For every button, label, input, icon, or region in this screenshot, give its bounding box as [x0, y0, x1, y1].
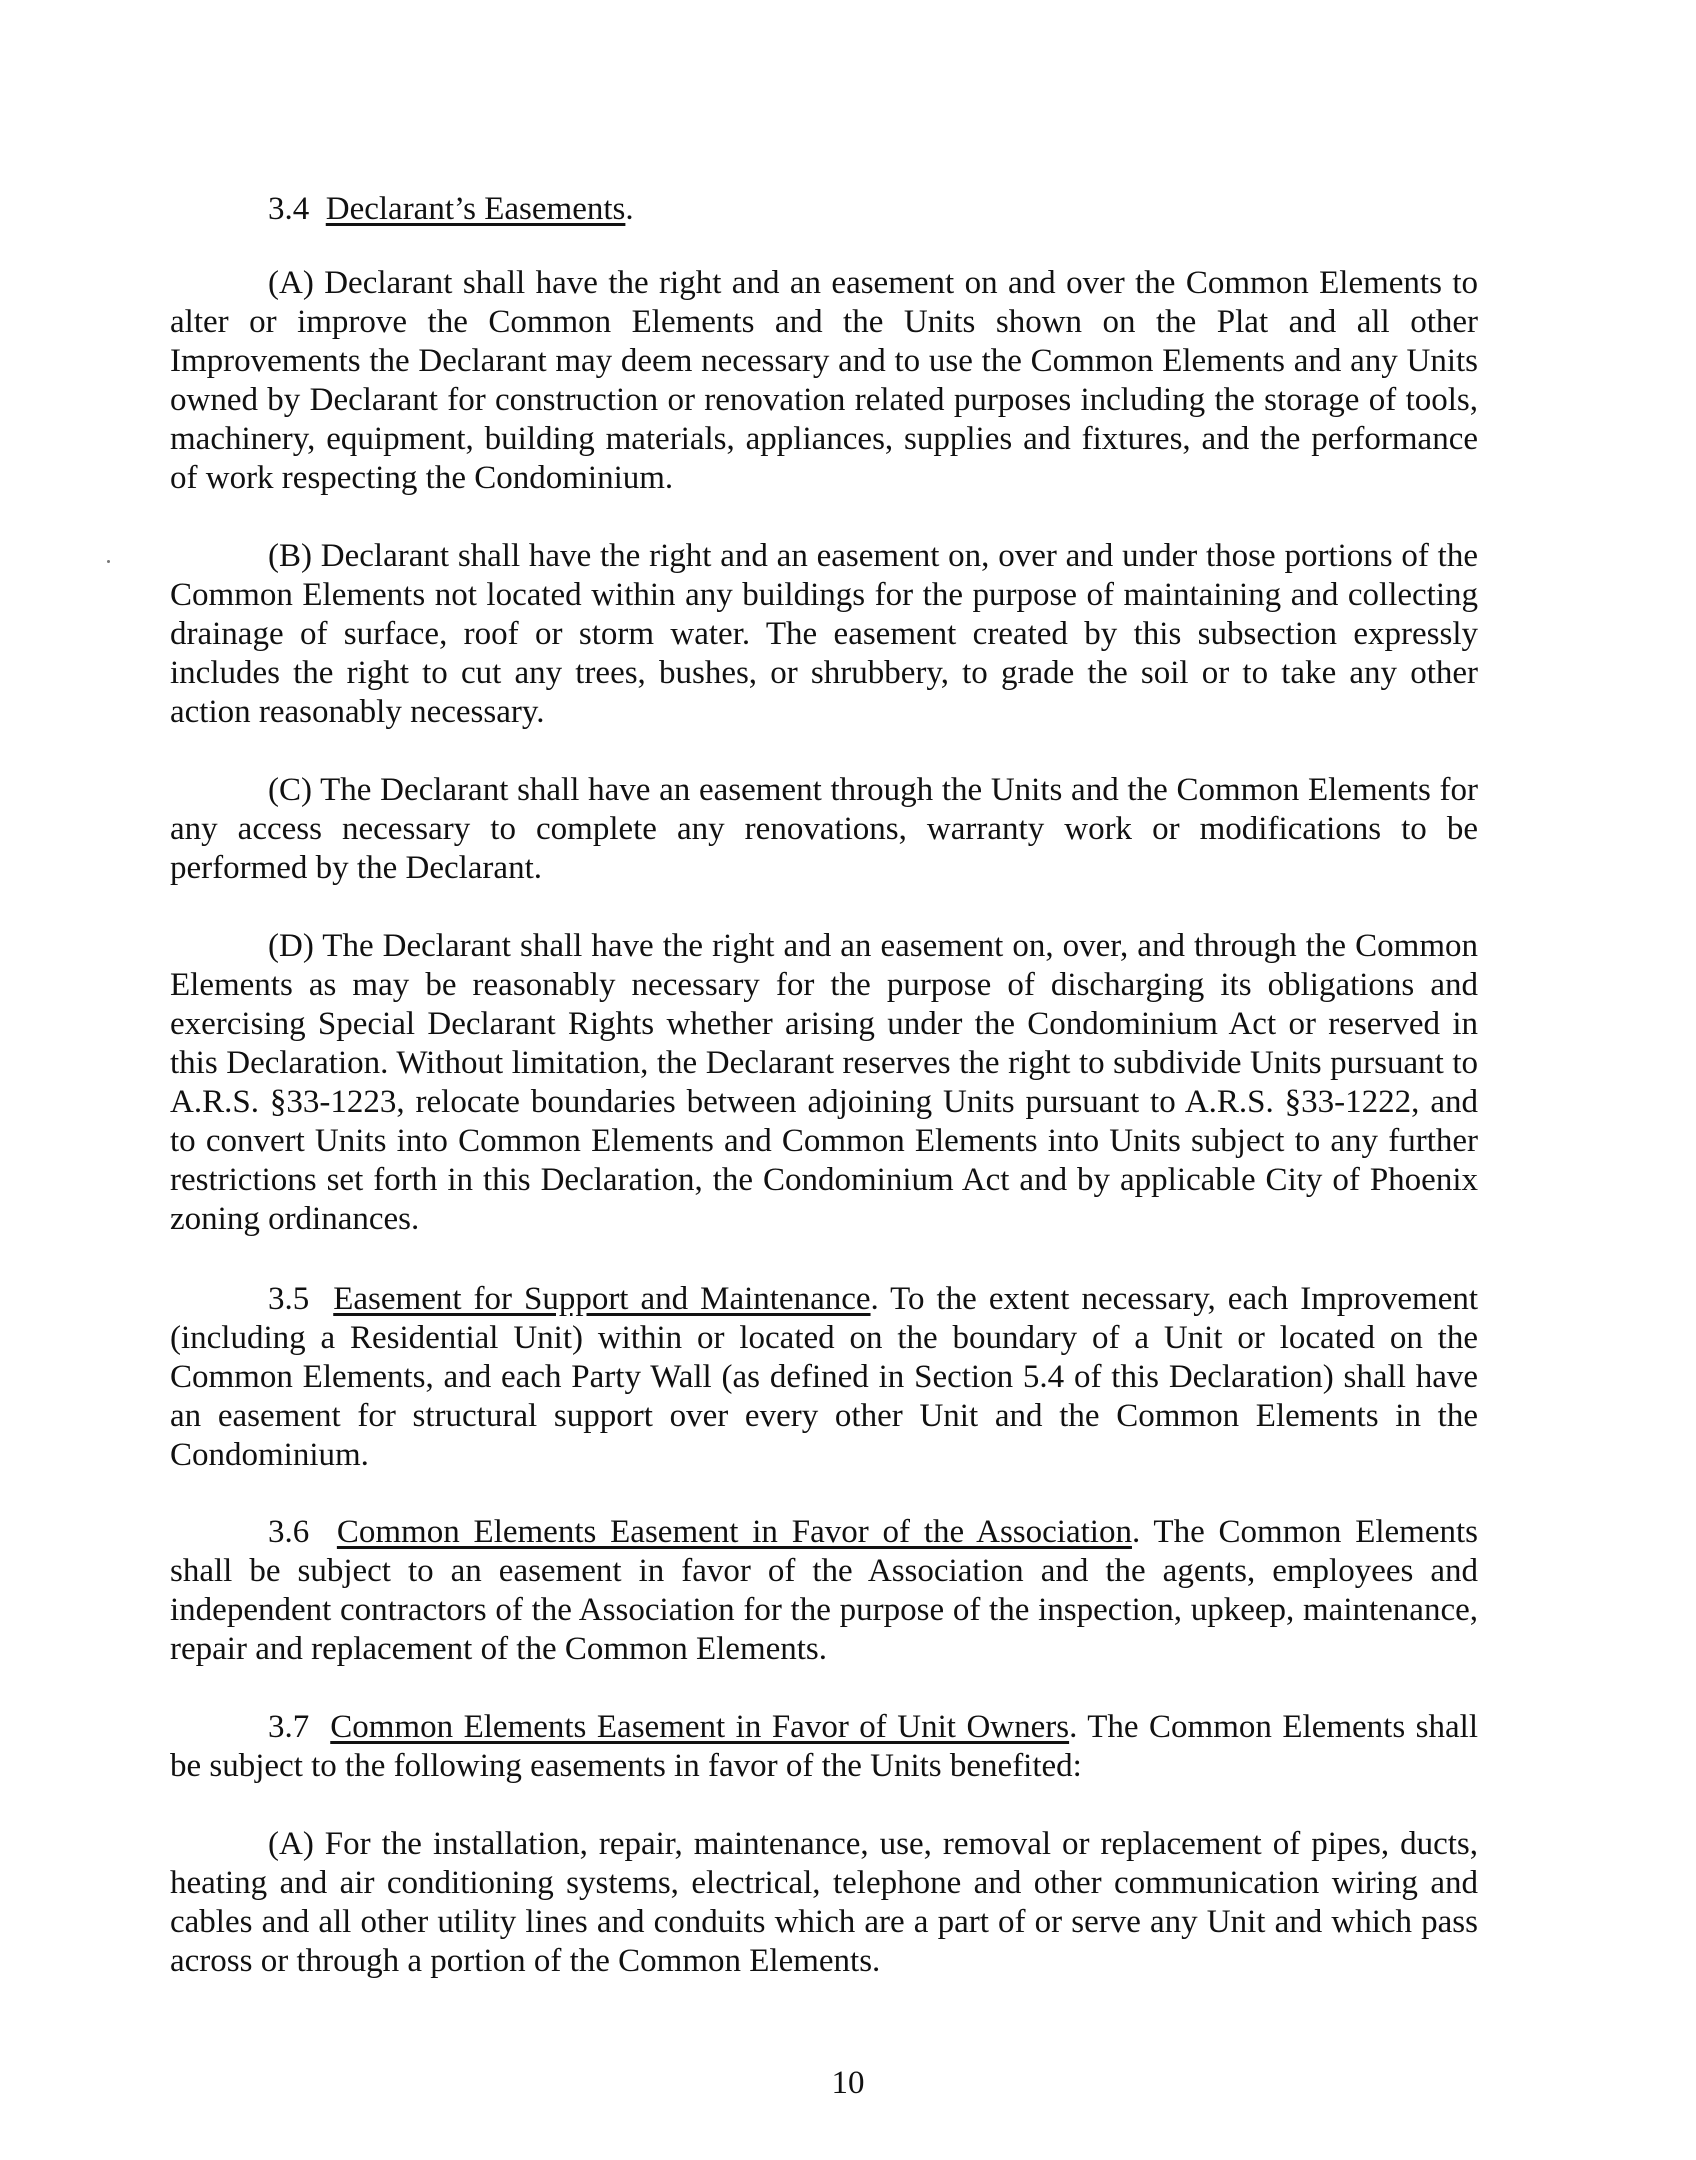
section-3-6-body: . The Common Elements shall be subject to an easement in favor of the Association and the agents, employees and independent contractors of the Association for the purpose of the inspection, upkeep, maintenance, repair and replacement of the Common Elements. — [170, 1514, 1478, 1667]
section-3-5-title: Easement for Support and Maintenance — [333, 1281, 871, 1317]
section-3-7 — [170, 1708, 1478, 1786]
section-3-7-title: Common Elements Easement in Favor of Unit Owners — [330, 1709, 1070, 1745]
section-3-7-body: . The Common Elements shall be subject to the following easements in favor of the Units benefited: — [170, 1709, 1479, 1784]
paragraph-3-4-d: (D) The Declarant shall have the right and an easement on, over, and through the Common Elements as may be reasonably necessary for the purpose of discharging its obligations and exercising Special Declarant Rights whether arising under the Condominium Act or reserved in this Declaration. Without limitation, the Declarant reserves the right to subdivide Units pursuant to A.R.S. §33-1223, relocate boundaries between adjoining Units pursuant to A.R.S. §33-1222, and to convert Units into Common Elements and Common Elements into Units subject to any further restrictions set forth in this Declaration, the Condominium Act and by applicable City of Phoenix zoning ordinances. — [170, 928, 1478, 1237]
paragraph-3-4-b: (B) Declarant shall have the right and an easement on, over and under those portions of the Common Elements not located within any buildings for the purpose of maintaining and collecting drainage of surface, roof or storm water. The easement created by this subsection expressly includes the right to cut any trees, bushes, or shrubbery, to grade the soil or to take any other action reasonably necessary. — [170, 538, 1478, 730]
section-3-7-number: 3.7 — [268, 1709, 310, 1745]
paragraph-3-4-a: (A) Declarant shall have the right and an easement on and over the Common Elements to alter or improve the Common Elements and the Units shown on the Plat and all other Improvements the Declarant may deem necessary and to use the Common Elements and any Units owned by Declarant for construction or renovation related purposes including the storage of tools, machinery, equipment, building materials, appliances, supplies and fixtures, and the performance of work respecting the Condominium. — [170, 265, 1478, 496]
section-3-5-number: 3.5 — [268, 1281, 310, 1317]
section-3-4-number: 3.4 — [268, 191, 310, 227]
section-3-5-body: . To the extent necessary, each Improvement (including a Residential Unit) within or located on the boundary of a Unit or located on the Common Elements, and each Party Wall (as defined in Section 5.4 of this Declaration) shall have an easement for structural support over every other Unit and the Common Elements in the Condominium. — [170, 1281, 1479, 1473]
paragraph-3-4-c: (C) The Declarant shall have an easement through the Units and the Common Elements for any access necessary to complete any renovations, warranty work or modifications to be performed by the Declarant. — [170, 772, 1478, 886]
section-3-6-title: Common Elements Easement in Favor of the Association — [336, 1514, 1132, 1550]
section-3-6-number: 3.6 — [268, 1514, 310, 1550]
section-3-4-title-end: . — [625, 191, 634, 227]
section-3-6 — [170, 1513, 1478, 1669]
section-3-5 — [170, 1280, 1478, 1475]
section-3-4-heading — [268, 190, 634, 229]
paragraph-3-7-a: (A) For the installation, repair, maintenance, use, removal or replacement of pipes, ducts, heating and air conditioning systems, electrical, telephone and other communication wiring and cables and all other utility lines and conduits which are a part of or serve any Unit and which pass across or through a portion of the Common Elements. — [170, 1826, 1478, 1979]
section-3-4-title: Declarant’s Easements — [325, 191, 626, 227]
scan-speck — [107, 560, 110, 563]
page-number: 10 — [831, 2065, 865, 2101]
